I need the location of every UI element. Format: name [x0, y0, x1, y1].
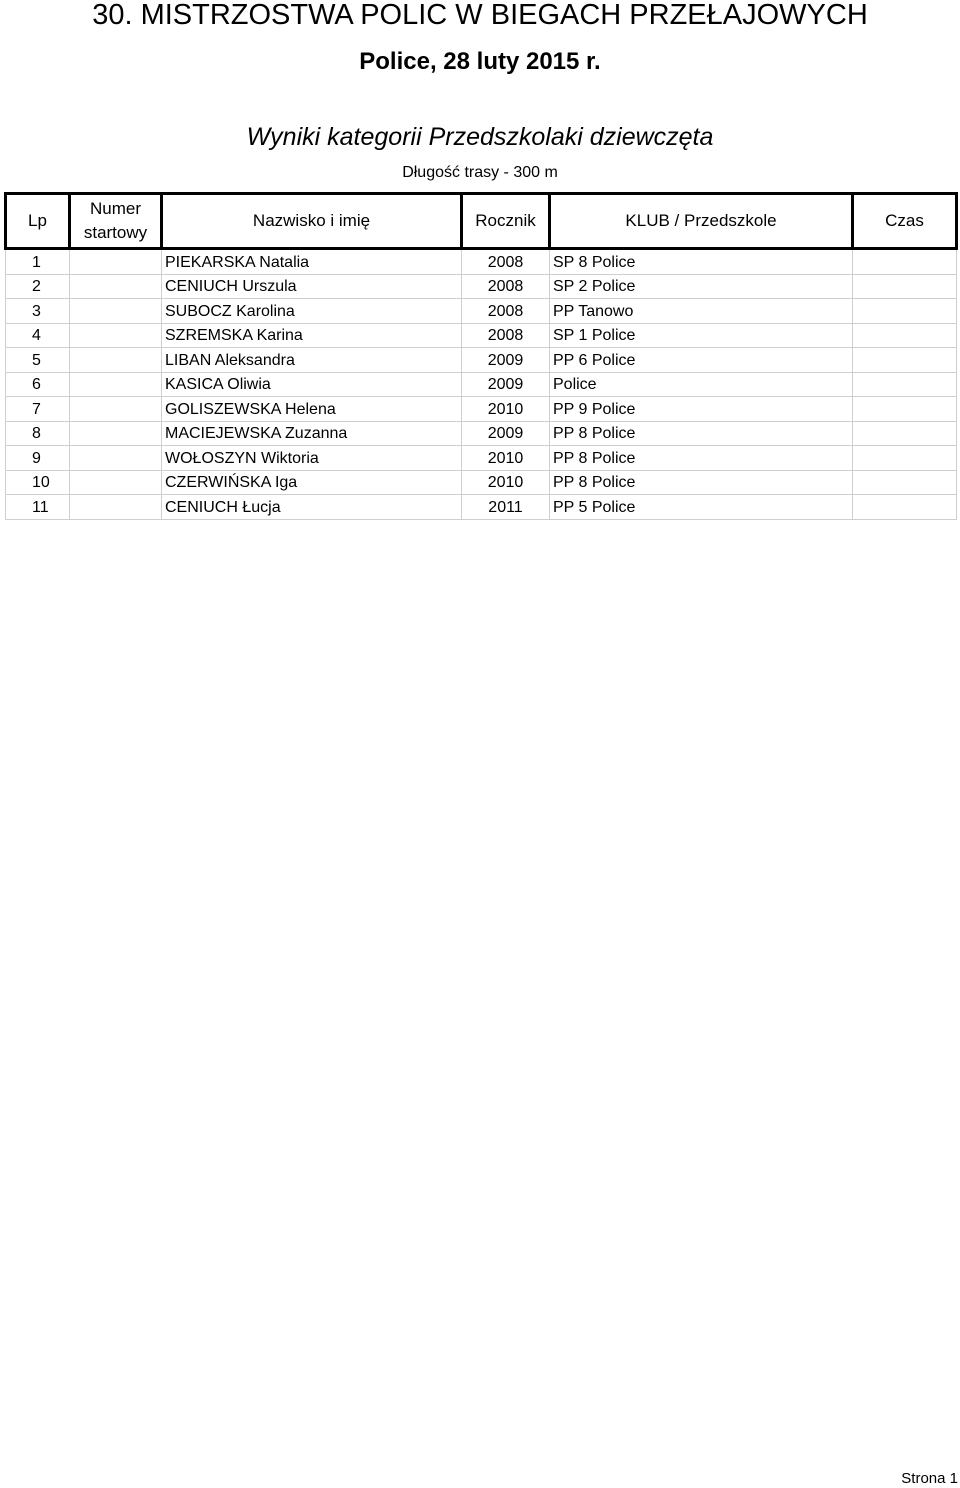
table-row	[6, 299, 957, 324]
cell-club: PP 6 Police	[550, 348, 853, 373]
cell-lp: 6	[6, 372, 70, 397]
cell-lp: 1	[6, 249, 70, 275]
cell-club: Police	[550, 372, 853, 397]
cell-name: PIEKARSKA Natalia	[162, 249, 462, 275]
table-row	[6, 470, 957, 495]
cell-name: GOLISZEWSKA Helena	[162, 397, 462, 422]
cell-club: SP 1 Police	[550, 323, 853, 348]
cell-name: SZREMSKA Karina	[162, 323, 462, 348]
cell-number	[70, 348, 162, 373]
cell-club: SP 2 Police	[550, 274, 853, 299]
cell-club: SP 8 Police	[550, 249, 853, 275]
cell-time	[853, 470, 957, 495]
cell-lp: 11	[6, 495, 70, 520]
cell-number	[70, 299, 162, 324]
cell-number	[70, 421, 162, 446]
cell-year: 2008	[462, 274, 550, 299]
cell-number	[70, 274, 162, 299]
page-title: 30. MISTRZOSTWA POLIC W BIEGACH PRZEŁAJOWYCH	[92, 0, 868, 31]
cell-number	[70, 470, 162, 495]
cell-lp: 2	[6, 274, 70, 299]
table-row	[6, 323, 957, 348]
cell-year: 2009	[462, 421, 550, 446]
cell-year: 2010	[462, 470, 550, 495]
cell-time	[853, 421, 957, 446]
cell-year: 2008	[462, 249, 550, 275]
table-row	[6, 249, 957, 275]
cell-name: LIBAN Aleksandra	[162, 348, 462, 373]
cell-time	[853, 249, 957, 275]
page-number: Strona 1	[901, 1470, 958, 1487]
cell-lp: 9	[6, 446, 70, 471]
distance-label: Długość trasy - 300 m	[402, 164, 558, 181]
event-date: Police, 28 luty 2015 r.	[359, 48, 601, 75]
cell-time	[853, 323, 957, 348]
cell-time	[853, 397, 957, 422]
cell-number	[70, 249, 162, 275]
category-heading: Wyniki kategorii Przedszkolaki dziewczęta	[246, 123, 714, 151]
table-row	[6, 495, 957, 520]
cell-year: 2009	[462, 372, 550, 397]
cell-number	[70, 446, 162, 471]
cell-time	[853, 274, 957, 299]
cell-lp: 4	[6, 323, 70, 348]
table-row	[6, 348, 957, 373]
column-header-lp: Lp	[6, 194, 70, 249]
cell-lp: 5	[6, 348, 70, 373]
cell-name: SUBOCZ Karolina	[162, 299, 462, 324]
table-row	[6, 397, 957, 422]
column-header-number-line2: startowy	[83, 223, 148, 242]
cell-name: KASICA Oliwia	[162, 372, 462, 397]
cell-club: PP 5 Police	[550, 495, 853, 520]
table-row	[6, 274, 957, 299]
cell-lp: 8	[6, 421, 70, 446]
cell-time	[853, 495, 957, 520]
column-header-number	[70, 194, 162, 249]
cell-year: 2008	[462, 323, 550, 348]
column-header-time: Czas	[853, 194, 957, 249]
column-header-name: Nazwisko i imię	[162, 194, 462, 249]
cell-club: PP Tanowo	[550, 299, 853, 324]
cell-name: CZERWIŃSKA Iga	[162, 470, 462, 495]
cell-name: WOŁOSZYN Wiktoria	[162, 446, 462, 471]
cell-time	[853, 299, 957, 324]
cell-lp: 10	[6, 470, 70, 495]
cell-club: PP 8 Police	[550, 421, 853, 446]
cell-lp: 3	[6, 299, 70, 324]
cell-number	[70, 372, 162, 397]
cell-year: 2009	[462, 348, 550, 373]
cell-number	[70, 495, 162, 520]
cell-number	[70, 397, 162, 422]
cell-number	[70, 323, 162, 348]
cell-name: CENIUCH Urszula	[162, 274, 462, 299]
column-header-year: Rocznik	[462, 194, 550, 249]
table-header-row	[6, 194, 957, 249]
cell-name: MACIEJEWSKA Zuzanna	[162, 421, 462, 446]
cell-lp: 7	[6, 397, 70, 422]
cell-time	[853, 348, 957, 373]
cell-year: 2010	[462, 446, 550, 471]
cell-year: 2010	[462, 397, 550, 422]
cell-club: PP 8 Police	[550, 446, 853, 471]
cell-time	[853, 372, 957, 397]
cell-club: PP 9 Police	[550, 397, 853, 422]
table-row	[6, 372, 957, 397]
cell-year: 2008	[462, 299, 550, 324]
column-header-club: KLUB / Przedszkole	[550, 194, 853, 249]
results-table	[4, 192, 958, 520]
cell-club: PP 8 Police	[550, 470, 853, 495]
cell-year: 2011	[462, 495, 550, 520]
column-header-number-line1: Numer	[89, 199, 141, 218]
table-row	[6, 421, 957, 446]
cell-name: CENIUCH Łucja	[162, 495, 462, 520]
cell-time	[853, 446, 957, 471]
table-row	[6, 446, 957, 471]
